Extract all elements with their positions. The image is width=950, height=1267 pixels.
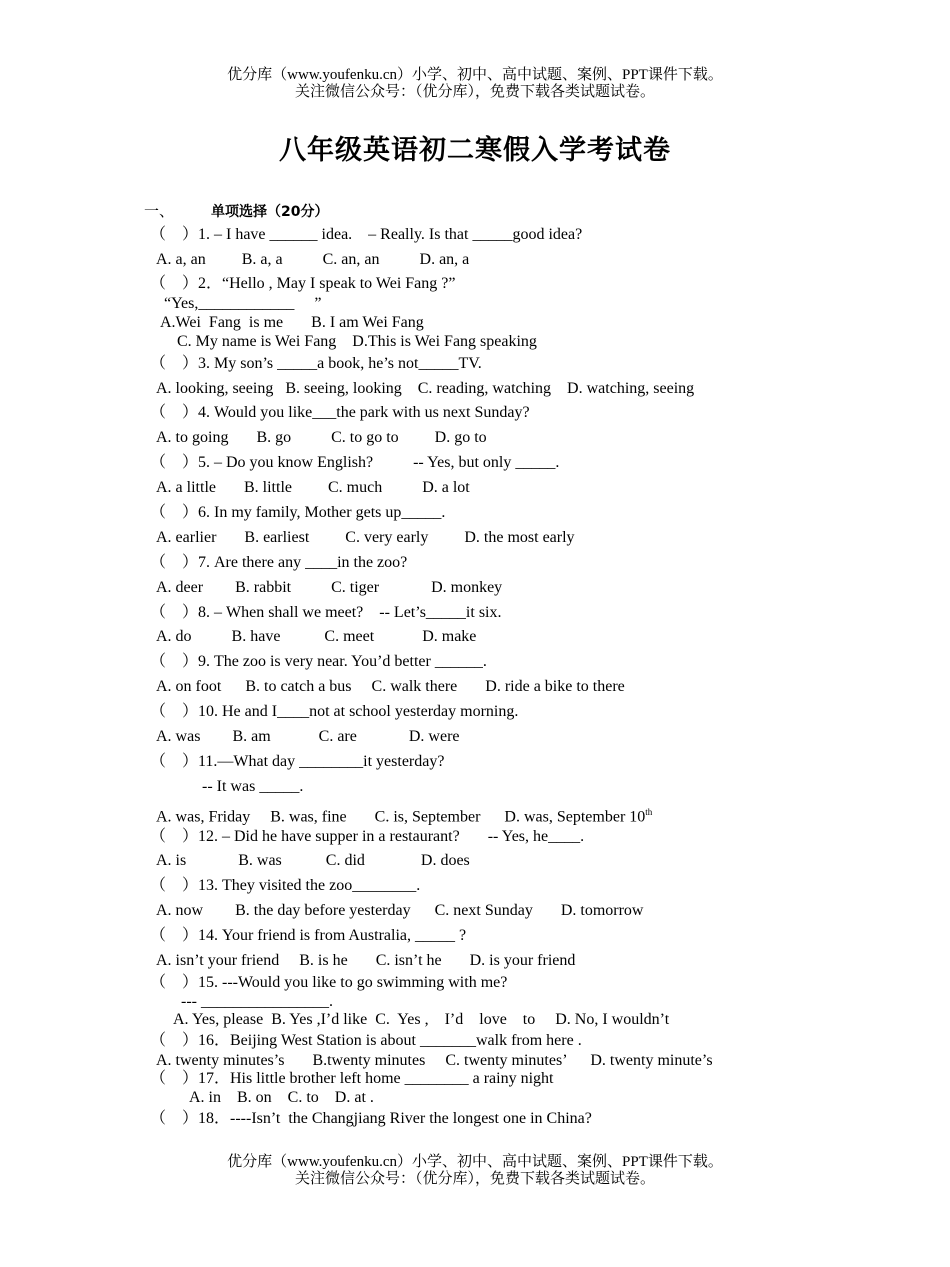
question-line: （ ）17．His little brother left home ________ a rainy night	[150, 1070, 554, 1087]
options-line: C. My name is Wei Fang D.This is Wei Fang speaking	[177, 333, 537, 350]
question-line: （ ）15. ---Would you like to go swimming with me?	[150, 974, 508, 991]
question-line: （ ）4. Would you like___the park with us next Sunday?	[150, 404, 530, 421]
question-line: “Yes,____________ ”	[164, 295, 322, 312]
question-line: （ ）5. – Do you know English? -- Yes, but only _____.	[150, 454, 560, 471]
question-line: （ ）1. – I have ______ idea. – Really. Is that _____good idea?	[150, 226, 583, 243]
section-text: 单项选择（20分）	[211, 204, 329, 220]
question-line: （ ）14. Your friend is from Australia, _____ ?	[150, 927, 467, 944]
page-footer	[0, 1154, 950, 1188]
footer-line-1: 优分库（www.youfenku.cn）小学、初中、高中试题、案例、PPT课件下载。	[227, 1154, 723, 1170]
options-line: A. now B. the day before yesterday C. next Sunday D. tomorrow	[156, 902, 644, 919]
options-line: A. twenty minutes’s B.twenty minutes C. twenty minutes’ D. twenty minute’s	[156, 1052, 713, 1069]
question-line: （ ）12. – Did he have supper in a restaurant? -- Yes, he____.	[150, 828, 585, 845]
section-number: 一、	[144, 204, 175, 220]
question-line: （ ）3. My son’s _____a book, he’s not_____TV.	[150, 355, 482, 372]
question-line: --- ________________.	[181, 993, 333, 1010]
question-line: -- It was _____.	[202, 778, 304, 795]
options-line	[156, 803, 652, 826]
options-line: A. a, an B. a, a C. an, an D. an, a	[156, 251, 470, 268]
options-line: A. isn’t your friend B. is he C. isn’t he D. is your friend	[156, 952, 576, 969]
header-line-1: 优分库（www.youfenku.cn）小学、初中、高中试题、案例、PPT课件下载。	[227, 67, 723, 83]
options-line: A. on foot B. to catch a bus C. walk there D. ride a bike to there	[156, 678, 625, 695]
question-line: （ ）13. They visited the zoo________.	[150, 877, 421, 894]
question-line: （ ）6. In my family, Mother gets up_____.	[150, 504, 446, 521]
question-line: （ ）10. He and I____not at school yesterday morning.	[150, 703, 519, 720]
options-line: A. Yes, please B. Yes ,I’d like C. Yes , I’d love to D. No, I wouldn’t	[173, 1011, 670, 1028]
question-line: （ ）2．“Hello , May I speak to Wei Fang ?”	[150, 275, 456, 292]
page-title: 八年级英语初二寒假入学考试卷	[279, 135, 671, 166]
page-header	[0, 67, 950, 101]
options-line: A. earlier B. earliest C. very early D. the most early	[156, 529, 575, 546]
section-heading	[144, 200, 328, 221]
question-line: （ ）8. – When shall we meet? -- Let’s_____it six.	[150, 604, 502, 621]
options-line: A. in B. on C. to D. at .	[189, 1089, 374, 1106]
question-line: （ ）16．Beijing West Station is about _______walk from here .	[150, 1032, 582, 1049]
options-line: A. do B. have C. meet D. make	[156, 628, 477, 645]
options-text: A. was, Friday B. was, fine C. is, September D. was, September 10	[156, 808, 646, 826]
header-line-2: 关注微信公众号：（优分库），免费下载各类试题试卷。	[294, 84, 655, 100]
options-line: A. to going B. go C. to go to D. go to	[156, 429, 487, 446]
ordinal-suffix: th	[645, 807, 653, 817]
question-line: （ ）9. The zoo is very near. You’d better ______.	[150, 653, 487, 670]
footer-line-2: 关注微信公众号：（优分库），免费下载各类试题试卷。	[294, 1171, 655, 1187]
question-line: （ ）18．----Isn’t the Changjiang River the longest one in China?	[150, 1110, 592, 1127]
question-line: （ ）7. Are there any ____in the zoo?	[150, 554, 408, 571]
options-line: A. deer B. rabbit C. tiger D. monkey	[156, 579, 503, 596]
question-line: （ ）11.—What day ________it yesterday?	[150, 753, 445, 770]
options-line: A.Wei Fang is me B. I am Wei Fang	[160, 314, 424, 331]
options-line: A. is B. was C. did D. does	[156, 852, 470, 869]
options-line: A. was B. am C. are D. were	[156, 728, 460, 745]
options-line: A. a little B. little C. much D. a lot	[156, 479, 470, 496]
options-line: A. looking, seeing B. seeing, looking C. reading, watching D. watching, seeing	[156, 380, 695, 397]
